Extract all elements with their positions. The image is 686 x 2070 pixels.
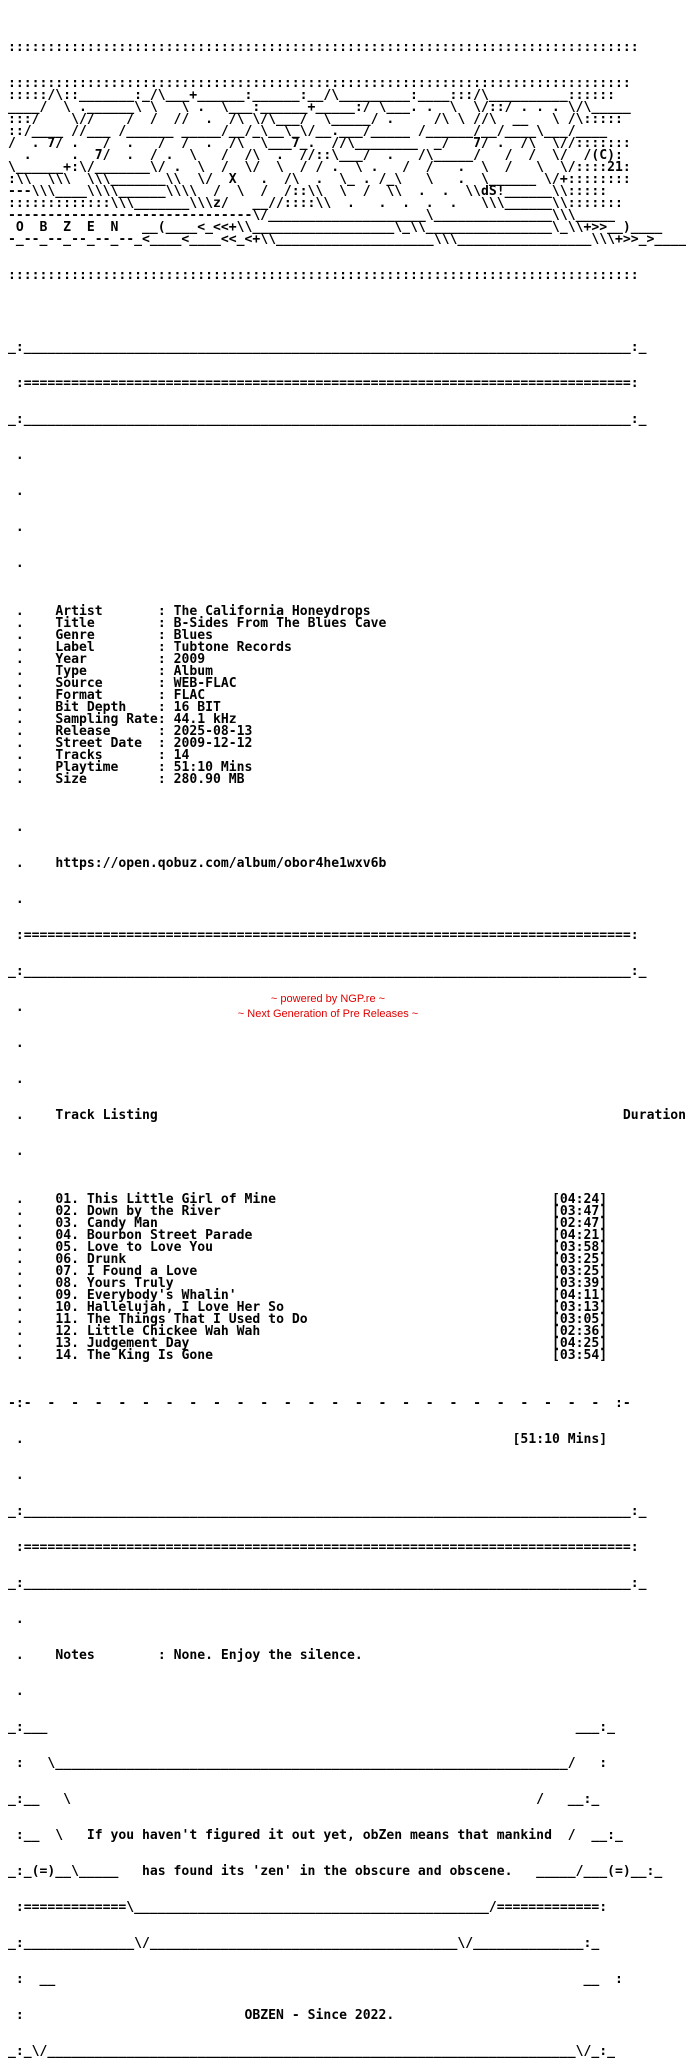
track-title: Down by the River: [86, 1204, 221, 1219]
info-field-label: Label: [55, 640, 158, 655]
notes-row: . Notes : None. Enjoy the silence.: [8, 1648, 363, 1663]
track-duration: [03:05]: [552, 1312, 608, 1327]
banner-line: ::/____ //___ /______ _____/__/_\__\_\/__.___/_____ /______/__/____\___/____: [8, 124, 608, 139]
info-side: .: [8, 448, 24, 463]
info-field-value: 51:10 Mins: [173, 760, 253, 775]
track-title: Drunk: [86, 1252, 127, 1267]
track-duration: [04:11]: [551, 1288, 608, 1303]
info-field-row: . Size : 280.90 MB: [8, 772, 245, 787]
info-field-row: . Sampling Rate: 44.1 kHz: [8, 712, 237, 727]
banner-line: :::::/\::_______:_/\___+______:______:__/\_________:____:::/\__________::::::: [8, 88, 615, 103]
banner-line: ____/ \ .______\ \ \ . \___:______+_____:/ \___. . \ \/::/ . . . \/\_____: [8, 100, 631, 115]
info-field-row: . Artist : The California Honeydrops: [8, 604, 371, 619]
side-colon: .: [8, 1276, 24, 1291]
notes-box-bar: :=============================================================================:: [8, 1540, 647, 1555]
ascii-banner-logo: [8, 76, 686, 247]
notes-box-mid: _:_____________________________________________________________________________:_: [8, 1576, 647, 1591]
track-duration: [03:58]: [552, 1240, 608, 1255]
side-colon: .: [8, 1192, 24, 1207]
quote-frame-1: : \_________________________________________________________________/ :: [8, 1756, 615, 1771]
info-box-mid: _:_____________________________________________________________________________:_: [8, 412, 647, 427]
info-field-row: . Tracks : 14: [8, 748, 190, 763]
release-url[interactable]: https://open.qobuz.com/album/obor4he1wxv6b: [55, 856, 387, 871]
notes-label: Notes: [55, 1648, 95, 1663]
info-field-value: Tubtone Records: [173, 640, 292, 655]
banner-line: ---\\\____\\\\______\\\\ / \ / /::\\ \ / \\ . . \\dS!______\\:::::: [8, 184, 608, 199]
track-number: 05.: [55, 1240, 79, 1255]
info-field-value: 2009-12-12: [173, 736, 253, 751]
side-colon: .: [8, 1348, 24, 1363]
total-row: . [51:10 Mins]: [8, 1432, 608, 1447]
side-colon: .: [8, 1300, 24, 1315]
banner-line: -------------------------------\/____________________\_______________\\\_____: [8, 208, 615, 223]
track-title: Everybody's Whalin': [86, 1288, 237, 1303]
info-field-label: Format: [55, 688, 158, 703]
track-title: This Little Girl of Mine: [86, 1192, 277, 1207]
info-field-label: Source: [55, 676, 158, 691]
info-box-top: _:_____________________________________________________________________________:_: [8, 340, 647, 355]
track-side: .: [8, 1000, 24, 1015]
signature-frame-top: : __ __ :: [8, 1972, 631, 1987]
quote-row-2: _:_(=)__\_____ has found its 'zen' in the obscure and obscene. _____/___(=)__:_: [8, 1864, 663, 1879]
info-field-value: Album: [173, 664, 214, 679]
track-duration: [03:13]: [551, 1300, 608, 1315]
info-field-value: B-Sides From The Blues Cave: [173, 616, 387, 631]
info-field-value: 14: [173, 748, 190, 763]
track-title: Hallelujah, I Love Her So: [86, 1300, 284, 1315]
quote-frame-4: _:______________\/_______________________________________\/______________:_: [8, 1936, 600, 1951]
info-field-value: FLAC: [173, 688, 206, 703]
side-colon: .: [8, 1324, 24, 1339]
info-side: .: [8, 1612, 24, 1627]
track-duration: [04:24]: [552, 1192, 608, 1207]
track-number: 08.: [55, 1276, 79, 1291]
track-title: The King Is Gone: [86, 1348, 214, 1363]
side-colon: .: [8, 1252, 24, 1267]
track-separator: -:- - - - - - - - - - - - - - - - - - - - - - - - - :-: [8, 1396, 631, 1411]
spacer: [8, 306, 648, 318]
notes-box-top: _:_____________________________________________________________________________:_: [8, 1504, 647, 1519]
track-duration: [03:47]: [551, 1204, 608, 1219]
track-title: Love to Love You: [86, 1240, 214, 1255]
track-title: Little Chickee Wah Wah: [86, 1324, 261, 1339]
track-duration: [03:54]: [552, 1348, 608, 1363]
total-playtime: [51:10 Mins]: [512, 1432, 608, 1447]
info-field-label: Street Date: [55, 736, 158, 751]
info-field-label: Tracks: [55, 748, 158, 763]
banner-line: :::/ \// / / // . /\ \/\___/ \_____/ . /\ \ //\ __ \ /\:::::: [8, 112, 623, 127]
banner-line: :::::::::::::::::::::::::::::::::::::::::::::::::::::::::::::::::::::::::::::::: [8, 76, 631, 91]
track-number: 13.: [55, 1336, 79, 1351]
side-colon: .: [8, 1228, 24, 1243]
track-title: Yours Truly: [86, 1276, 174, 1291]
footer: [0, 992, 656, 1022]
side-colon: .: [8, 712, 24, 727]
signature-frame-bottom: _:_\/___________________________________________________________________\/_:_: [8, 2044, 615, 2059]
info-side: .: [8, 892, 24, 907]
side-colon: .: [8, 1264, 24, 1279]
info-field-label: Playtime: [55, 760, 158, 775]
track-title: I Found a Love: [86, 1264, 198, 1279]
track-number: 10.: [55, 1300, 79, 1315]
info-field-row: . Label : Tubtone Records: [8, 640, 292, 655]
track-title: Candy Man: [86, 1216, 158, 1231]
track-number: 09.: [55, 1288, 79, 1303]
info-field-row: . Year : 2009: [8, 652, 206, 667]
track-side: .: [8, 1036, 24, 1051]
info-field-value: The California Honeydrops: [173, 604, 371, 619]
info-side: .: [8, 556, 24, 571]
track-duration: [02:36]: [552, 1324, 608, 1339]
info-field-row: . Source : WEB-FLAC: [8, 676, 237, 691]
side-colon: .: [8, 856, 24, 871]
track-duration: [03:25]: [552, 1264, 608, 1279]
track-duration: [03:39]: [551, 1276, 608, 1291]
info-field-label: Bit Depth: [55, 700, 158, 715]
side-colon: .: [8, 736, 24, 751]
side-colon: .: [8, 1312, 24, 1327]
info-field-value: 16 BIT: [173, 700, 221, 715]
side-colon: .: [8, 664, 24, 679]
powered-by-link[interactable]: ~ powered by NGP.re ~: [270, 993, 386, 1005]
track-list: [8, 1194, 648, 1362]
quote-row-1: :__ \ If you haven't figured it out yet, obZen means that mankind / __:_: [8, 1828, 623, 1843]
info-side: .: [8, 1684, 24, 1699]
info-field-label: Artist: [55, 604, 158, 619]
info-side: .: [8, 484, 24, 499]
track-number: 02.: [55, 1204, 79, 1219]
banner-line: :\\ \\\ \\\_______\\ \/ X . /\ . \_ . /_\ \ . \______ \/+::::::::: [8, 172, 631, 187]
side-colon: .: [8, 616, 24, 631]
quote-frame-3: :=============\_____________________________________________/=============:: [8, 1900, 615, 1915]
track-row: [8, 1350, 648, 1362]
info-field-row: . Release : 2025-08-13: [8, 724, 253, 739]
side-colon: .: [8, 628, 24, 643]
track-listing-heading: Track Listing: [55, 1108, 158, 1123]
track-title: Judgement Day: [86, 1336, 190, 1351]
side-colon: .: [8, 748, 24, 763]
track-number: 03.: [55, 1216, 79, 1231]
info-field-value: 2009: [173, 652, 206, 667]
side-colon: .: [8, 1288, 24, 1303]
rule-bottom: ::::::::::::::::::::::::::::::::::::::::::::::::::::::::::::::::::::::::::::::::: [8, 268, 639, 283]
info-side: .: [8, 820, 24, 835]
info-field-row: . Genre : Blues: [8, 628, 214, 643]
side-colon: .: [8, 760, 24, 775]
info-field-value: Blues: [173, 628, 214, 643]
track-number: 11.: [55, 1312, 79, 1327]
info-field-row: . Type : Album: [8, 664, 214, 679]
info-box-bar: :=============================================================================:: [8, 376, 647, 391]
info-box-bottom: _:_____________________________________________________________________________:_: [8, 964, 647, 979]
info-box-bottom-bar: :=============================================================================:: [8, 928, 647, 943]
track-duration: [02:47]: [551, 1216, 608, 1231]
duration-heading: Duration: [622, 1108, 686, 1123]
signature-row: : OBZEN - Since 2022.: [8, 2008, 395, 2023]
info-side: .: [8, 1468, 24, 1483]
notes-value: None. Enjoy the silence.: [173, 1648, 363, 1663]
release-info: [8, 606, 648, 786]
side-colon: .: [8, 1204, 24, 1219]
info-field-row: . Playtime : 51:10 Mins: [8, 760, 253, 775]
banner-line: :::::::::::::\\\_______\\\z/ __//::::\\ . . . . . \\\______\\:::::::: [8, 196, 623, 211]
info-field-label: Title: [55, 616, 158, 631]
info-field-label: Genre: [55, 628, 158, 643]
quote-frame-top: _:___ ___:_: [8, 1720, 615, 1735]
side-colon: .: [8, 772, 24, 787]
tagline-link[interactable]: ~ Next Generation of Pre Releases ~: [237, 1008, 419, 1020]
info-field-row: . Bit Depth : 16 BIT: [8, 700, 221, 715]
side-colon: .: [8, 652, 24, 667]
track-number: 12.: [55, 1324, 79, 1339]
track-side: .: [8, 1072, 24, 1087]
side-colon: .: [8, 676, 24, 691]
info-field-label: Size: [55, 772, 158, 787]
info-field-value: 44.1 kHz: [173, 712, 237, 727]
track-number: 14.: [55, 1348, 79, 1363]
banner-line: O B Z E N __(____<_<<+\\__________________\_\\________________\_\\+>>__)____: [8, 220, 663, 235]
banner-line: / . 7/ . / . / / . /\ \___7_. //\________ _/ 7/ . /\ \//:::::::: [8, 136, 631, 151]
banner-line: -_--_--_--_--_--_<____<____<<_<+\\____________________\\\_________________\\\+>>_>____: [8, 232, 686, 247]
track-duration: [04:21]: [551, 1228, 608, 1243]
info-field-value: 2025-08-13: [173, 724, 253, 739]
side-colon: .: [8, 604, 24, 619]
info-field-label: Sampling Rate: [55, 712, 158, 727]
track-number: 04.: [55, 1228, 79, 1243]
track-number: 01.: [55, 1192, 79, 1207]
side-colon: .: [8, 1336, 24, 1351]
track-title: Bourbon Street Parade: [86, 1228, 253, 1243]
side-colon: .: [8, 1216, 24, 1231]
banner-line: \______+:\/_______\/ . \ / \/ \ / / . \ . / / . \ / \ \/::::21:: [8, 160, 631, 175]
quote-frame-2: _:__ \ / __:_: [8, 1792, 600, 1807]
side-colon: .: [8, 688, 24, 703]
signature: OBZEN - Since 2022.: [244, 2008, 395, 2023]
info-field-value: WEB-FLAC: [173, 676, 237, 691]
track-number: 06.: [55, 1252, 79, 1267]
side-colon: .: [8, 700, 24, 715]
track-number: 07.: [55, 1264, 79, 1279]
nfo-document: [8, 18, 686, 2070]
track-side: .: [8, 1144, 24, 1159]
release-url-row: [8, 858, 648, 870]
info-field-label: Release: [55, 724, 158, 739]
track-header-row: . Track Listing Duration: [8, 1108, 686, 1123]
info-field-label: Year: [55, 652, 158, 667]
quote-line-2: has found its 'zen' in the obscure and obscene.: [142, 1864, 513, 1879]
info-field-row: . Title : B-Sides From The Blues Cave: [8, 616, 387, 631]
info-field-row: . Format : FLAC: [8, 688, 206, 703]
info-side: .: [8, 520, 24, 535]
info-field-value: 280.90 MB: [173, 772, 245, 787]
track-duration: [03:25]: [552, 1252, 608, 1267]
info-field-row: . Street Date : 2009-12-12: [8, 736, 253, 751]
rule-top: ::::::::::::::::::::::::::::::::::::::::::::::::::::::::::::::::::::::::::::::::: [8, 40, 639, 55]
side-colon: .: [8, 724, 24, 739]
banner-line: . . 7/ . / . \ / /\ . //::\___/ . /\_____/ / / \/ /(C):: [8, 148, 623, 163]
track-title: The Things That I Used to Do: [86, 1312, 308, 1327]
side-colon: .: [8, 1240, 24, 1255]
track-duration: [04:25]: [551, 1336, 608, 1351]
side-colon: .: [8, 640, 24, 655]
quote-line-1: If you haven't figured it out yet, obZen means that mankind: [86, 1828, 552, 1843]
info-field-label: Type: [55, 664, 158, 679]
